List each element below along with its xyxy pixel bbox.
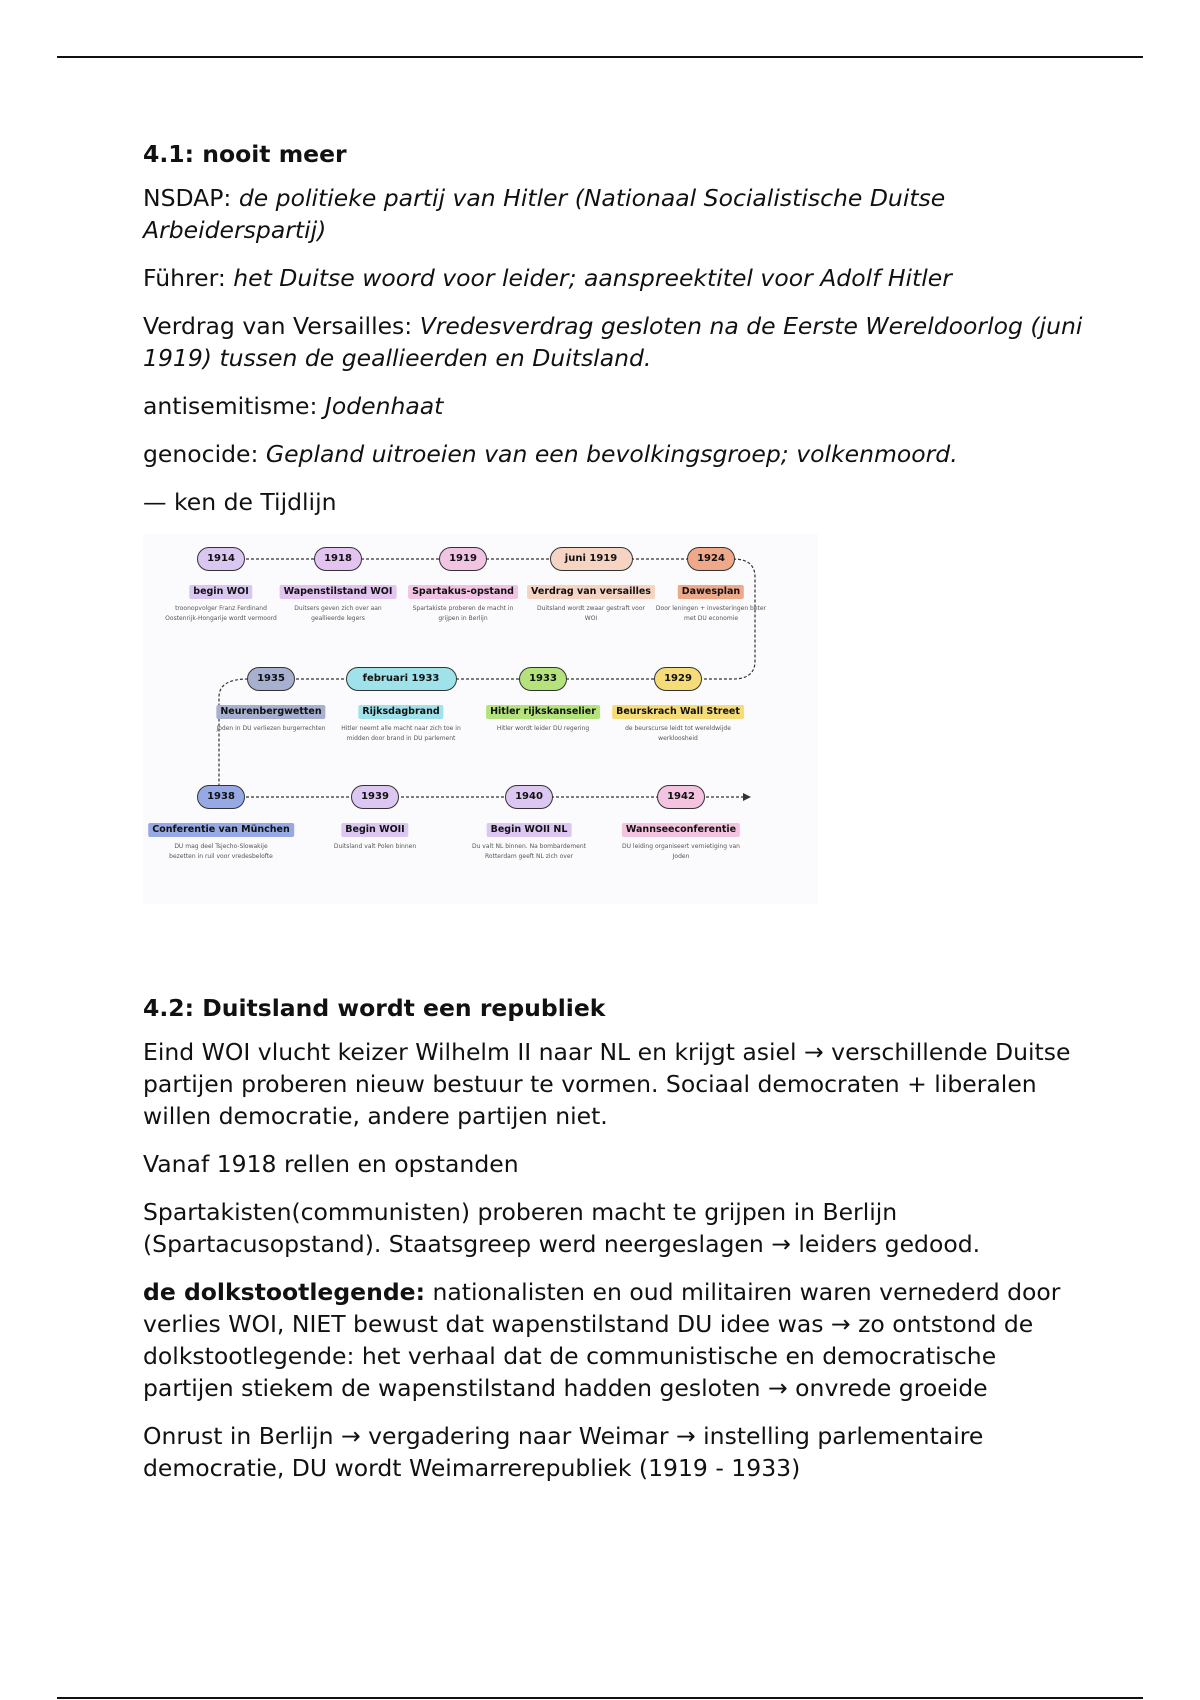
timeline-year-pill: 1924 xyxy=(687,547,735,571)
paragraph-spartakisten: Spartakisten(communisten) proberen macht te grijpen in Berlijn (Spartacusopstand). Staatsgreep werd neergeslagen → leiders gedood. xyxy=(143,1198,981,1258)
section-1-title: 4.1: nooit meer xyxy=(143,140,347,168)
timeline-event-label: Beurskrach Wall Street xyxy=(612,705,744,719)
timeline-year-pill: 1919 xyxy=(439,547,487,571)
timeline-event-note: DU mag deel Tsjecho-Slowakije bezetten in ruil voor vredesbelofte xyxy=(169,843,273,860)
timeline-year-pill: 1914 xyxy=(197,547,245,571)
timeline-event-label: Wapenstilstand WOI xyxy=(280,585,397,599)
timeline-event-note: Du valt NL binnen. Na bombardement Rotterdam geeft NL zich over xyxy=(471,843,587,860)
timeline-event-label: Rijksdagbrand xyxy=(358,705,443,719)
timeline-event-label: Verdrag van versailles xyxy=(527,585,655,599)
timeline-event-label: Begin WOII xyxy=(341,823,408,837)
timeline-event-label: begin WOI xyxy=(189,585,252,599)
timeline-arrow-head xyxy=(743,793,751,801)
timeline-event-note: Spartakiste proberen de macht in grijpen in Berlijn xyxy=(412,605,514,622)
document-body xyxy=(143,138,1083,1500)
term-antisemitisme: antisemitisme: Jodenhaat xyxy=(143,392,444,420)
timeline-intro: — ken de Tijdlijn xyxy=(143,488,337,516)
timeline-year-pill: 1938 xyxy=(197,785,245,809)
timeline-year-pill: 1939 xyxy=(351,785,399,809)
paragraph-rellen: Vanaf 1918 rellen en opstanden xyxy=(143,1150,519,1178)
timeline-event-label: Wannseeconferentie xyxy=(622,823,740,837)
timeline-year-pill: 1929 xyxy=(654,667,702,691)
timeline-year-pill: februari 1933 xyxy=(346,667,457,691)
timeline-event-note: Duitsers geven zich over aan geallieerde legers xyxy=(294,605,382,622)
term-versailles: Verdrag van Versailles: Vredesverdrag gesloten na de Eerste Wereldoorlog (juni 1919) tussen de geallieerden en Duitsland. xyxy=(143,312,1083,372)
timeline-event-label: Spartakus-opstand xyxy=(408,585,518,599)
paragraph-dolkstoot: de dolkstootlegende: nationalisten en oud militairen waren vernederd door verlies WOI, NIET bewust dat wapenstilstand DU idee was → zo ontstond de dolkstootlegende: het verhaal dat de communistische en democratische partijen stiekem de wapenstilstand hadden gesloten → onvrede groeide xyxy=(143,1278,1061,1402)
timeline-event-note: Door leningen + investeringen beter met DU economie xyxy=(655,605,767,622)
timeline-event-label: Dawesplan xyxy=(678,585,744,599)
timeline-year-pill: 1942 xyxy=(657,785,705,809)
timeline-event-note: de beurscurse leidt tot wereldwijde werkloosheid xyxy=(625,725,731,742)
timeline-event-label: Neurenbergwetten xyxy=(216,705,325,719)
timeline-year-pill: 1918 xyxy=(314,547,362,571)
paragraph-weimar: Onrust in Berlijn → vergadering naar Weimar → instelling parlementaire democratie, DU wordt Weimarrerepubliek (1919 - 1933) xyxy=(143,1422,984,1482)
timeline-event-label: Conferentie van München xyxy=(148,823,294,837)
section-2-title: 4.2: Duitsland wordt een republiek xyxy=(143,994,606,1022)
timeline-event-note: troonopvolger Franz Ferdinand Oostenrijk-Hongarije wordt vermoord xyxy=(165,605,277,622)
timeline-image xyxy=(143,534,818,904)
timeline-event-note: Duitsland valt Polen binnen xyxy=(333,843,417,850)
timeline-year-pill: 1933 xyxy=(519,667,567,691)
section-2 xyxy=(143,992,1083,1484)
timeline-event-note: Hitler wordt leider DU regering xyxy=(496,725,590,732)
timeline-event-label: Begin WOII NL xyxy=(487,823,572,837)
term-fuhrer: Führer: het Duitse woord voor leider; aanspreektitel voor Adolf Hitler xyxy=(143,264,952,292)
timeline-event-note: Joden in DU verliezen burgerrechten xyxy=(216,725,326,732)
timeline-year-pill: 1940 xyxy=(505,785,553,809)
term-genocide: genocide: Gepland uitroeien van een bevolkingsgroep; volkenmoord. xyxy=(143,440,958,468)
top-rule xyxy=(57,56,1143,58)
timeline-year-pill: 1935 xyxy=(247,667,295,691)
timeline-event-note: Duitsland wordt zwaar gestraft voor WOI xyxy=(537,605,645,622)
bottom-rule xyxy=(57,1697,1143,1699)
term-nsdap: NSDAP: de politieke partij van Hitler (Nationaal Socialistische Duitse Arbeiderspartij) xyxy=(143,184,946,244)
timeline-event-note: Hitler neemt alle macht naar zich toe in midden door brand in DU parlement xyxy=(341,725,461,742)
paragraph-wilhelm: Eind WOI vlucht keizer Wilhelm II naar NL en krijgt asiel → verschillende Duitse partijen proberen nieuw bestuur te vormen. Sociaal democraten + liberalen willen democratie, andere partijen niet. xyxy=(143,1038,1071,1130)
timeline-event-label: Hitler rijkskanselier xyxy=(486,705,600,719)
timeline-event-note: DU leiding organiseert vernietiging van Joden xyxy=(622,843,740,860)
timeline-year-pill: juni 1919 xyxy=(550,547,633,571)
